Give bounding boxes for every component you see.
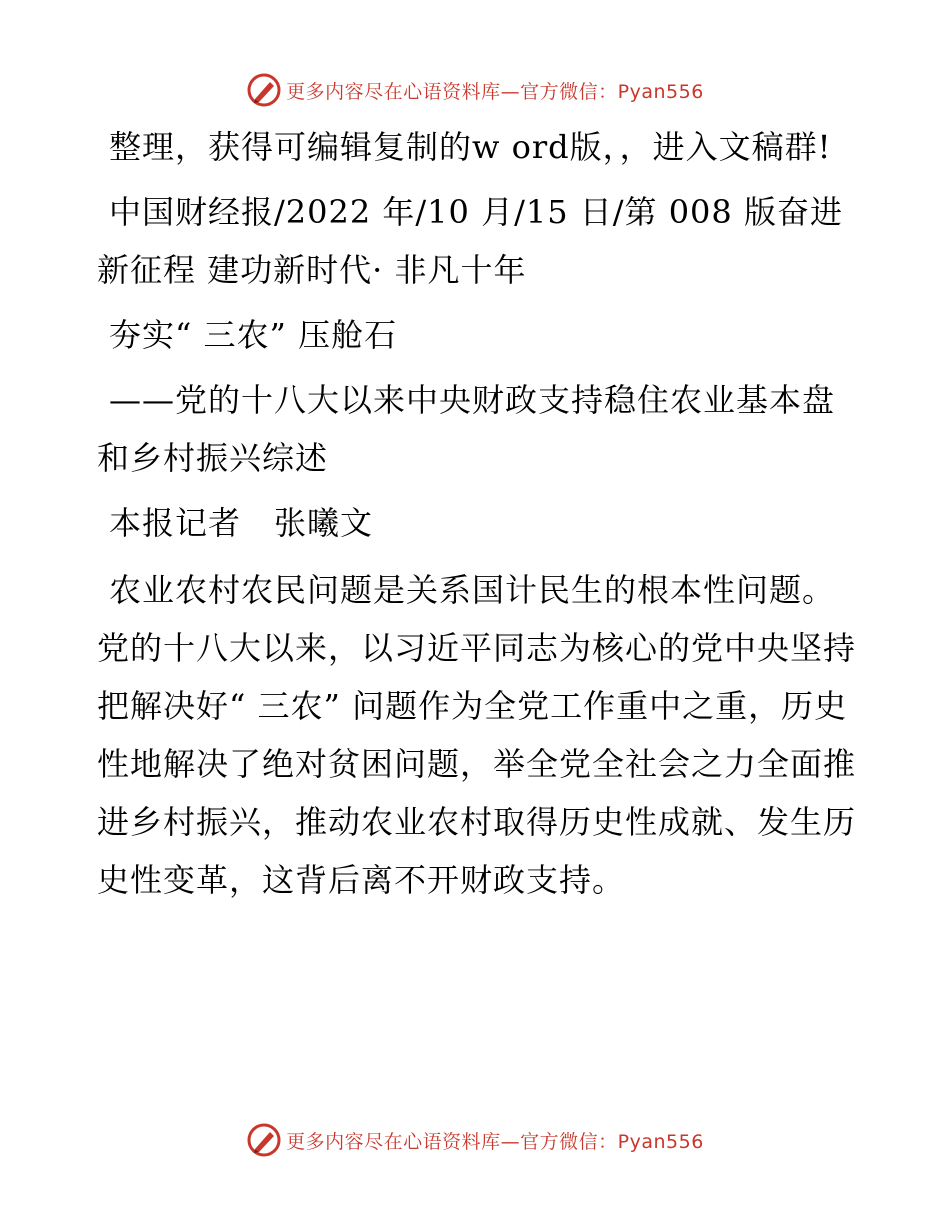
document-body: [97, 118, 857, 909]
header-banner-text: 更多内容尽在心语资料库—官方微信：Pyan556: [286, 80, 704, 103]
article-subtitle: ——党的十八大以来中央财政支持稳住农业基本盘和乡村振兴综述: [97, 381, 836, 477]
header-banner: [0, 70, 950, 110]
body-paragraph: 农业农村农民问题是关系国计民生的根本性问题。党的十八大以来，以习近平同志为核心的党中央坚持把解决好“ 三农” 问题作为全党工作重中之重，历史性地解决了绝对贫困问题，举全党全社会之力全面推进乡村振兴，推动农业农村取得历史性成就、发生历史性变革，这背后离不开财政支持。: [97, 571, 857, 899]
intro-paragraph: 整理，获得可编辑复制的w ord版，，进入文稿群!: [109, 128, 832, 166]
source-line: 中国财经报/2022 年/10 月/15 日/第 008 版奋进新征程 建功新时代· 非凡十年: [97, 193, 843, 289]
article-title: 夯实“ 三农” 压舱石: [109, 316, 398, 354]
pen-logo-icon: [246, 72, 282, 108]
author-line: 本报记者 张曦文: [109, 504, 374, 542]
footer-banner: [0, 1120, 950, 1160]
pen-logo-icon: [246, 1122, 282, 1158]
footer-banner-text: 更多内容尽在心语资料库—官方微信：Pyan556: [286, 1130, 704, 1153]
